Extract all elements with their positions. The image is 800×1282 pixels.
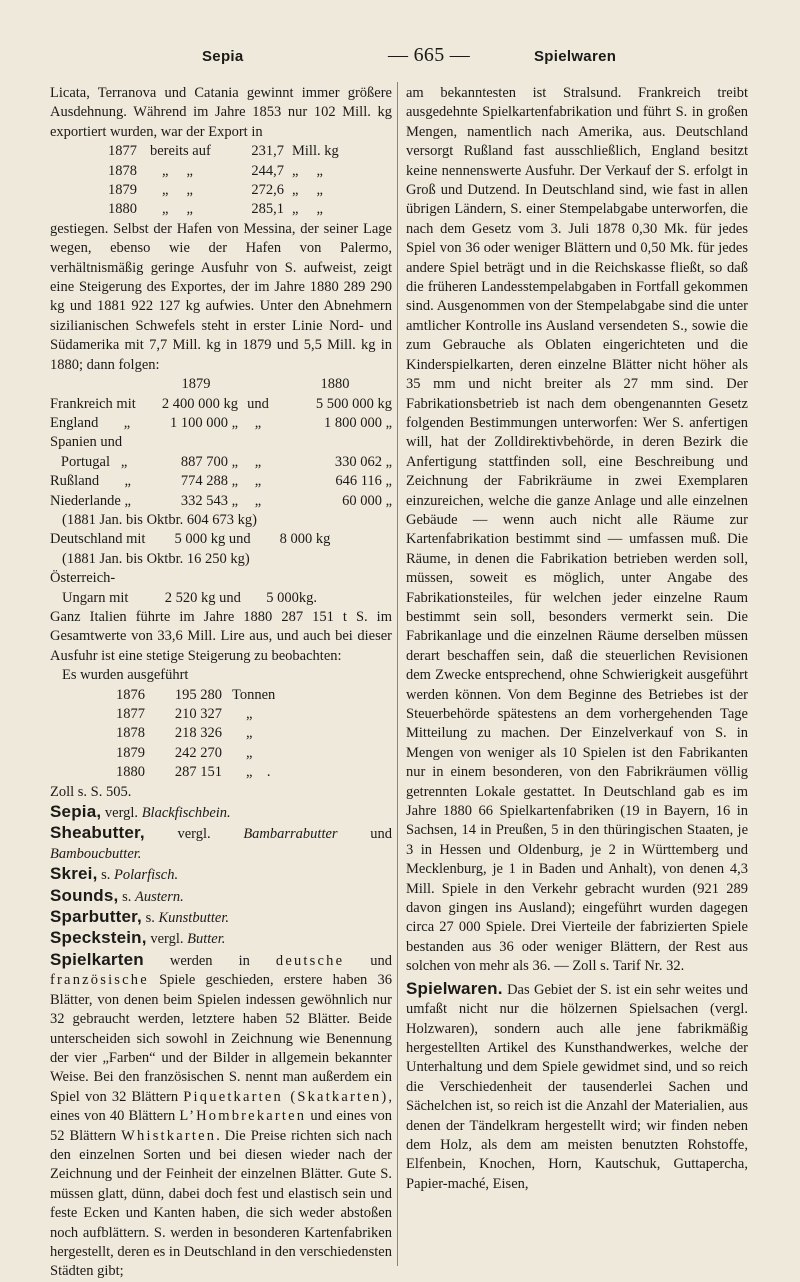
table-row: 1879 „ „ 272,6 „ „ bbox=[108, 182, 323, 199]
entry-headword: Speckstein, bbox=[50, 928, 147, 948]
note-line: (1881 Jan. bis Oktbr. 604 673 kg) bbox=[62, 511, 257, 528]
paragraph: Es wurden ausgeführt bbox=[62, 667, 189, 684]
note-line: (1881 Jan. bis Oktbr. 16 250 kg) bbox=[62, 550, 250, 567]
export-table bbox=[108, 142, 339, 220]
table-line: Österreich- bbox=[50, 570, 116, 587]
table-row: England „ 1 100 000 „ „ 1 800 000 „ bbox=[50, 414, 392, 431]
table-row: 1880 „ „ 285,1 „ „ bbox=[108, 201, 323, 218]
entry-headword: Spielkarten bbox=[50, 949, 144, 969]
dictionary-entry: Sepia, vergl. Blackfischbein. bbox=[50, 802, 231, 822]
country-table bbox=[50, 375, 392, 511]
entry-headword: Sheabutter, bbox=[50, 823, 145, 843]
entry-headword: Skrei, bbox=[50, 864, 98, 884]
entry-headword: Spielwaren. bbox=[406, 978, 503, 998]
dictionary-entry: Spielkarten werden in deutsche und französische Spiele geschieden, erstere haben 36 Blätter, von denen beim Spielen indessen gewöhnlich nur 32 gebraucht werden, letztere haben 52 Blätter. Beide unterscheiden sich sowohl in Zeichnung wie Benennung der vier „Farben“ und der Bilder in allgemein bekannter Weise. Bei den französischen S. nennt man außerdem ein Spiel von 32 Blättern Piquetkarten (Skatkarten), eines von 40 Blättern L’Hombrekarten und eines von 52 Blättern Whistkarten. Die Preise richten sich nach den einzelnen Sorten und bei diesen wieder nach der Zeichnung und der Feinheit der einzelnen Blätter. Gute S. müssen glatt, dünn, dabei doch fest und elastisch sein und feste Ecken und Kanten haben, die sich weder abstoßen noch aufblättern. S. werden in besonderen Kartenfabriken hergestellt, deren es in Deutschland in den verschiedensten Städten gibt; bbox=[50, 949, 393, 1280]
right-column bbox=[406, 84, 748, 1194]
cross-reference: Zoll s. S. 505. bbox=[50, 783, 132, 800]
dictionary-entry: Sounds, s. Austern. bbox=[50, 885, 184, 905]
entry-headword: Sparbutter, bbox=[50, 907, 142, 927]
dictionary-entry: Sparbutter, s. Kunstbutter. bbox=[50, 907, 229, 927]
entry-reference: Bambarrabutter bbox=[243, 826, 338, 843]
table-row: 1876 195 280 Tonnen bbox=[116, 686, 276, 703]
page-number: — 665 — bbox=[388, 44, 471, 66]
entry-reference: Bamboucbutter. bbox=[50, 845, 142, 862]
column-divider bbox=[397, 82, 398, 1266]
table-row: 1880 287 151 „ . bbox=[116, 764, 271, 781]
table-row: 1879 1880 bbox=[181, 376, 350, 393]
header-right-keyword: Spielwaren bbox=[534, 48, 617, 65]
dictionary-entry: Skrei, s. Polarfisch. bbox=[50, 864, 179, 884]
tonnes-table bbox=[116, 686, 275, 783]
entry-reference: Austern. bbox=[135, 888, 184, 905]
entry-reference: Polarfisch. bbox=[114, 867, 179, 884]
entry-reference: Kunstbutter. bbox=[158, 910, 229, 927]
entry-headword: Sepia, bbox=[50, 802, 102, 822]
dictionary-entry: Sheabutter, vergl. Bambarrabutter und Bamboucbutter. bbox=[50, 823, 392, 862]
left-column bbox=[50, 84, 392, 1282]
table-row: 1877 bereits auf 231,7 Mill. kg bbox=[108, 143, 339, 160]
table-row: Portugal „ 887 700 „ „ 330 062 „ bbox=[50, 453, 392, 470]
table-row: 1878 „ „ 244,7 „ „ bbox=[108, 162, 323, 179]
paragraph: Licata, Terranova und Catania gewinnt immer größere Ausdehnung. Während im Jahre 1853 nur 102 Mill. kg exportiert wurden, war der Export in bbox=[50, 85, 392, 140]
entry-reference: Blackfischbein. bbox=[141, 805, 231, 822]
table-row: 1878 218 326 „ bbox=[116, 725, 253, 742]
table-line: Deutschland mit 5 000 kg und 8 000 kg bbox=[50, 531, 331, 548]
entry-reference: Butter. bbox=[187, 931, 226, 948]
paragraph: Ganz Italien führte im Jahre 1880 287 151 t S. im Gesamtwerte von 33,6 Mill. Lire aus, und auch bei dieser Ausfuhr ist eine stetige Steigerung zu beobachten: bbox=[50, 608, 392, 664]
table-row: Frankreich mit 2 400 000 kg und 5 500 000 kg bbox=[50, 395, 392, 412]
table-row: Spanien und bbox=[50, 434, 123, 451]
running-header bbox=[50, 44, 750, 70]
dictionary-entry: Spielwaren. Das Gebiet der S. ist ein sehr weites und umfaßt nicht nur die hölzernen Spielsachen (vergl. Holzwaren), sondern auch alle jene fabrikmäßig hergestellten Artikel des Kunsthandwerkes, welche der Unterhaltung und dem Spiele gewidmet sind, und so reich die Verschiedenheit der tausenderlei Sachen und Sächelchen ist, so reich ist die Anzahl der Materialien, aus denen der Tändelkram hergestellt wird; wir finden neben dem Holz, als dem am meisten benutzten Rohstoffe, Elfenbein, Knochen, Horn, Kautschuk, Guttapercha, Papier-maché, Eisen, bbox=[406, 978, 748, 1192]
table-row: 1877 210 327 „ bbox=[116, 706, 253, 722]
paragraph: am bekanntesten ist Stralsund. Frankreich treibt ausgedehnte Spielkartenfabrikation und führt S. in großen Mengen, namentlich nach Amerika, aus. Deutschland versorgt Rußland fast ausschließlich, England besitzt keine nennenswerte Ausfuhr. Der Verkauf der S. erfolgt in Groß und Dutzend. In Deutschland sind, wie fast in allen übrigen Ländern, S. einer Stempelabgabe unterworfen, die nach dem Gesetz vom 3. Juli 1878 0,30 Mk. für jedes Spiel von 36 oder weniger Blättern und 0,50 Mk. für jedes andere Spiel beträgt und in die Reichskasse fließt, so daß die früheren Landesstempelabgaben in Fortfall gekommen sind. Ausgenommen von der Stempelabgabe sind die unter amtlicher Kontrolle ins Ausland versendeten S., sowie die zum Gebrauche als Oblaten eingerichteten und die Kinderspielkarten, deren einzelne Blätter nicht höher als 35 mm und nicht breiter als 27 mm sind. Der Fabrikationsbetrieb ist nach dem obengenannten Gesetz folgenden Bestimmungen unterworfen: Wer S. anfertigen will, hat der Zolldirektivbehörde, in deren Bezirk die Anfertigung stattfinden soll, eine Beschreibung und Zeichnung der Fabrikräume in zwei Exemplaren einzureichen, welche die ganze Anlage und alle einzelnen Gebäude — wenn auch nicht alle Räume zur Kartenfabrikation bestimmt sind — umfassen muß. Die Räume, in denen die Fabrikation betrieben werden soll, müssen, soweit es möglich, unter Angabe des Fabrikationsteiles, für welchen jeder einzelne Raum bestimmt sein soll, besonders vermerkt sein. Die Fabrikanlage und die einzelnen Räume derselben müssen derart beschaffen sein, daß die steuerlichen Revisionen dem Zwecke entsprechend, ohne Schwierigkeit ausgeführt werden können. Von dem Beginne des Betriebes ist der Steuerbehörde spätestens an dem vorhergehenden Tage Mitteilung zu machen. Der Einzelverkauf von S. in Mengen von weniger als 10 Spielen ist den Fabrikanten nur in einem besonderen, von den Fabrikräumen völlig getrennten Lokale gestattet. In Deutschland gab es im Jahre 1880 66 Spielkartenfabriken (19 in Bayern, 16 in Sachsen, 14 in Preußen, 5 in den thüringischen Staaten, je 3 in Hessen und Oldenburg, je 2 in Württemberg und Mecklenburg, je 1 in Baden und Anhalt), von denen 4,3 Mill. Spiele in den Verkehr gebracht wurden (921 289 davon gingen ins Ausland); eingeführt wurden dagegen circa 27 000 Spiele. Drei Vierteile der fabrizierten Spiele bestanden aus 36 oder weniger Blättern, der Rest aus solchen von mehr als 36. — Zoll s. Tarif Nr. 32. bbox=[406, 85, 748, 975]
table-row: 1879 242 270 „ bbox=[116, 744, 253, 761]
entry-headword: Sounds, bbox=[50, 885, 119, 905]
table-line: Ungarn mit 2 520 kg und 5 000kg. bbox=[62, 589, 317, 606]
paragraph: gestiegen. Selbst der Hafen von Messina, der seiner Lage wegen, ebenso wie der Hafen von Palermo, verhältnismäßig geringe Ausfuhr von S. aufweist, zeigt eine Steigerung des Exportes, der im Jahre 1880 289 290 kg und 1881 922 127 kg aufwies. Unter den Abnehmern sizilianischen Schwefels steht in erster Linie Nord- und Südamerika mit 7,7 Mill. kg in 1879 und 5,5 Mill. kg in 1880; dann folgen: bbox=[50, 220, 392, 373]
header-left-keyword: Sepia bbox=[202, 48, 244, 65]
dictionary-entry: Speckstein, vergl. Butter. bbox=[50, 928, 226, 948]
table-row: Niederlande „ 332 543 „ „ 60 000 „ bbox=[50, 492, 392, 509]
table-row: Rußland „ 774 288 „ „ 646 116 „ bbox=[50, 473, 392, 490]
